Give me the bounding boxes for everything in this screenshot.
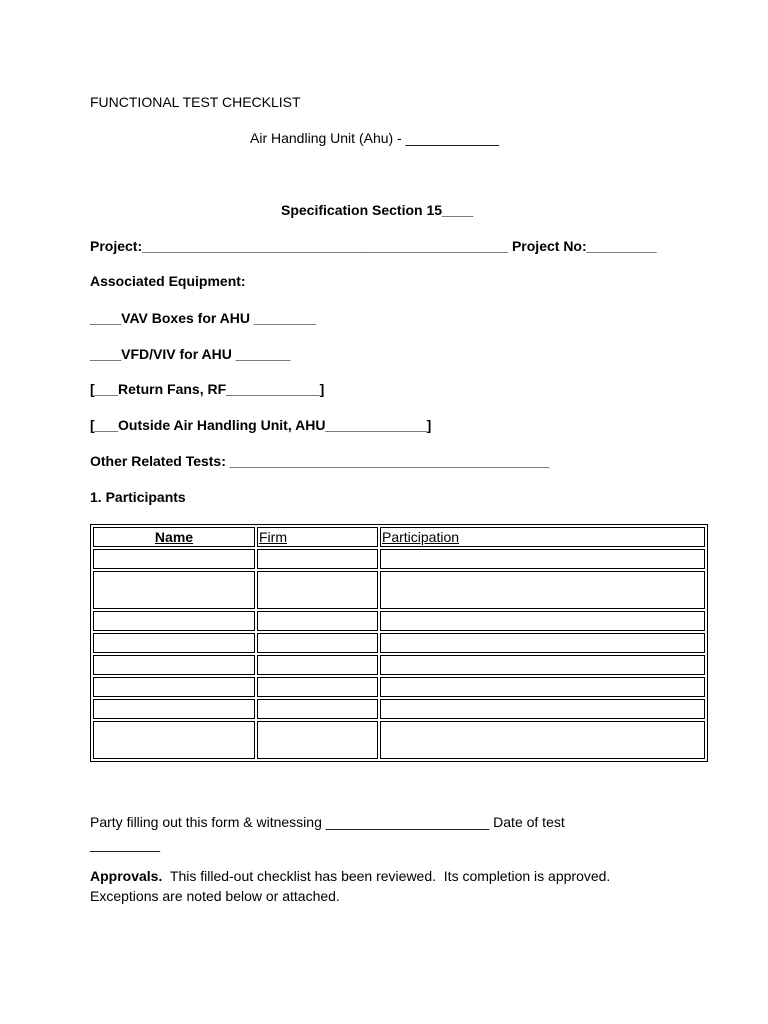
equipment-item-vfd: ____VFD/VIV for AHU _______ bbox=[90, 346, 291, 362]
table-row bbox=[93, 571, 705, 609]
document-subtitle: Air Handling Unit (Ahu) - ____________ bbox=[250, 130, 500, 146]
name-cell[interactable] bbox=[93, 655, 255, 675]
column-header-firm: Firm bbox=[257, 527, 378, 547]
approvals-label: Approvals. bbox=[90, 868, 163, 884]
name-cell[interactable] bbox=[93, 633, 255, 653]
table-row bbox=[93, 721, 705, 759]
table-row bbox=[93, 677, 705, 697]
firm-cell[interactable] bbox=[257, 633, 378, 653]
project-field: Project:_______________________________________________ Project No:_________ bbox=[90, 238, 657, 254]
spec-section: Specification Section 15____ bbox=[281, 202, 474, 218]
participants-table bbox=[90, 524, 708, 762]
approvals-text: This filled-out checklist has been reviewed. Its completion is approved. bbox=[162, 868, 611, 884]
table-row bbox=[93, 699, 705, 719]
document-title: FUNCTIONAL TEST CHECKLIST bbox=[90, 94, 301, 110]
party-witness-line: Party filling out this form & witnessing _____________________ Date of test bbox=[90, 814, 565, 830]
firm-cell[interactable] bbox=[257, 721, 378, 759]
participation-cell[interactable] bbox=[380, 655, 705, 675]
equipment-item-vav: ____VAV Boxes for AHU ________ bbox=[90, 310, 317, 326]
name-cell[interactable] bbox=[93, 571, 255, 609]
participation-cell[interactable] bbox=[380, 611, 705, 631]
table-row bbox=[93, 633, 705, 653]
approvals-statement bbox=[90, 868, 610, 885]
participants-heading: 1. Participants bbox=[90, 489, 186, 505]
table-row bbox=[93, 611, 705, 631]
table-header-row bbox=[93, 527, 705, 547]
table-row bbox=[93, 655, 705, 675]
equipment-item-return-fans: [___Return Fans, RF____________] bbox=[90, 381, 325, 397]
column-header-participation: Participation bbox=[380, 527, 705, 547]
participation-cell[interactable] bbox=[380, 677, 705, 697]
firm-cell[interactable] bbox=[257, 677, 378, 697]
name-cell[interactable] bbox=[93, 721, 255, 759]
exceptions-note: Exceptions are noted below or attached. bbox=[90, 888, 340, 904]
participation-cell[interactable] bbox=[380, 721, 705, 759]
table-row bbox=[93, 549, 705, 569]
firm-cell[interactable] bbox=[257, 611, 378, 631]
firm-cell[interactable] bbox=[257, 655, 378, 675]
date-of-test-blank: _________ bbox=[90, 836, 161, 852]
name-cell[interactable] bbox=[93, 677, 255, 697]
firm-cell[interactable] bbox=[257, 571, 378, 609]
participation-cell[interactable] bbox=[380, 699, 705, 719]
name-cell[interactable] bbox=[93, 699, 255, 719]
participation-cell[interactable] bbox=[380, 571, 705, 609]
other-related-tests: Other Related Tests: _________________________________________ bbox=[90, 453, 550, 469]
participation-cell[interactable] bbox=[380, 549, 705, 569]
equipment-item-outside-ahu: [___Outside Air Handling Unit, AHU_____________] bbox=[90, 417, 432, 433]
participation-cell[interactable] bbox=[380, 633, 705, 653]
firm-cell[interactable] bbox=[257, 549, 378, 569]
name-cell[interactable] bbox=[93, 549, 255, 569]
associated-equipment-label: Associated Equipment: bbox=[90, 273, 246, 289]
firm-cell[interactable] bbox=[257, 699, 378, 719]
column-header-name: Name bbox=[93, 527, 255, 547]
name-cell[interactable] bbox=[93, 611, 255, 631]
